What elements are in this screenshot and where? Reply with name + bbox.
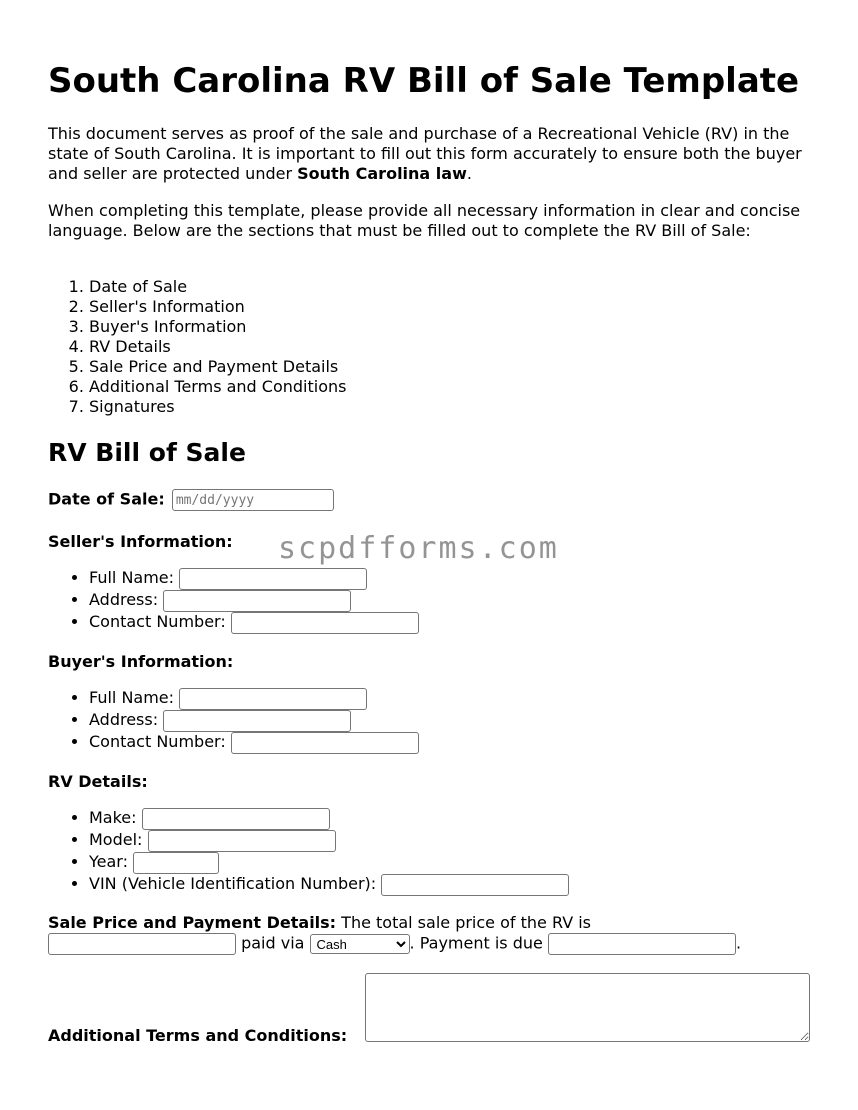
- buyer-full-name-label: Full Name:: [89, 688, 175, 707]
- section-item: 7. Signatures: [89, 397, 346, 417]
- section-item: 3. Buyer's Information: [89, 317, 346, 337]
- payment-due-input[interactable]: [548, 933, 736, 955]
- section-item: 2. Seller's Information: [89, 297, 346, 317]
- sale-price-text-3: . Payment is due: [409, 933, 548, 953]
- rv-vin-item: [89, 873, 569, 895]
- buyer-address-label: Address:: [89, 710, 159, 729]
- seller-full-name-input[interactable]: [179, 568, 367, 590]
- rv-vin-input[interactable]: [381, 874, 569, 896]
- buyer-contact-input[interactable]: [231, 732, 419, 754]
- sale-price-heading: Sale Price and Payment Details:: [48, 913, 337, 932]
- intro-paragraph-1: [48, 124, 818, 184]
- seller-contact-item: [89, 611, 419, 633]
- section-item: 4. RV Details: [89, 337, 346, 357]
- intro-p1-bold: South Carolina law: [297, 164, 467, 183]
- section-item: 5. Sale Price and Payment Details: [89, 357, 346, 377]
- sale-price-text-4: .: [735, 933, 742, 953]
- rv-year-input[interactable]: [133, 852, 219, 874]
- seller-contact-label: Contact Number:: [89, 612, 226, 631]
- date-of-sale-label: Date of Sale:: [48, 489, 165, 509]
- sections-list: [48, 277, 346, 417]
- buyer-contact-label: Contact Number:: [89, 732, 226, 751]
- seller-address-item: [89, 589, 419, 611]
- sale-price-text-2: paid via: [236, 933, 310, 953]
- page-title: South Carolina RV Bill of Sale Template: [48, 61, 800, 101]
- form-heading: RV Bill of Sale: [48, 438, 246, 467]
- seller-fields: [48, 567, 419, 633]
- buyer-full-name-input[interactable]: [179, 688, 367, 710]
- seller-heading-label: Seller's Information:: [48, 532, 233, 551]
- seller-contact-input[interactable]: [231, 612, 419, 634]
- sale-price-input[interactable]: [48, 933, 236, 955]
- rv-make-item: [89, 807, 569, 829]
- seller-address-label: Address:: [89, 590, 159, 609]
- rv-model-input[interactable]: [148, 830, 336, 852]
- rv-details-heading: [48, 772, 148, 792]
- sale-price-line-1: [48, 913, 591, 933]
- seller-heading: [48, 532, 233, 552]
- rv-details-heading-label: RV Details:: [48, 772, 148, 791]
- buyer-fields: [48, 687, 419, 753]
- intro-p1-text: This document serves as proof of the sale and purchase of a Recreational Vehicle (RV) in the state of South Carolina. It is important to fill out this form accurately to ensure both the buyer and seller are protected under: [48, 124, 802, 183]
- seller-full-name-item: [89, 567, 419, 589]
- rv-fields: [48, 807, 569, 895]
- buyer-full-name-item: [89, 687, 419, 709]
- rv-year-item: [89, 851, 569, 873]
- terms-row: [48, 1026, 347, 1046]
- sale-price-line-2: [48, 933, 741, 955]
- rv-vin-label: VIN (Vehicle Identification Number):: [89, 874, 377, 893]
- terms-label: Additional Terms and Conditions:: [48, 1026, 348, 1045]
- seller-address-input[interactable]: [163, 590, 351, 612]
- section-item: 6. Additional Terms and Conditions: [89, 377, 346, 397]
- intro-paragraph-2: When completing this template, please provide all necessary information in clear and concise language. Below are the sections that must be filled out to complete the RV Bill of Sale:: [48, 201, 801, 240]
- buyer-heading-label: Buyer's Information:: [48, 652, 234, 671]
- payment-method-select[interactable]: [310, 934, 410, 954]
- intro-p1-end: .: [466, 164, 472, 183]
- watermark: scpdfforms.com: [278, 531, 559, 566]
- buyer-address-item: [89, 709, 419, 731]
- rv-model-item: [89, 829, 569, 851]
- date-of-sale-input[interactable]: [172, 489, 334, 511]
- rv-make-input[interactable]: [142, 808, 330, 830]
- sale-price-text-1: The total sale price of the RV is: [336, 913, 592, 932]
- buyer-contact-item: [89, 731, 419, 753]
- section-item: 1. Date of Sale: [89, 277, 346, 297]
- buyer-address-input[interactable]: [163, 710, 351, 732]
- rv-make-label: Make:: [89, 808, 137, 827]
- rv-year-label: Year:: [89, 852, 128, 871]
- terms-textarea[interactable]: [365, 973, 810, 1042]
- seller-full-name-label: Full Name:: [89, 568, 175, 587]
- date-of-sale-row: [48, 489, 334, 511]
- rv-model-label: Model:: [89, 830, 143, 849]
- buyer-heading: [48, 652, 233, 672]
